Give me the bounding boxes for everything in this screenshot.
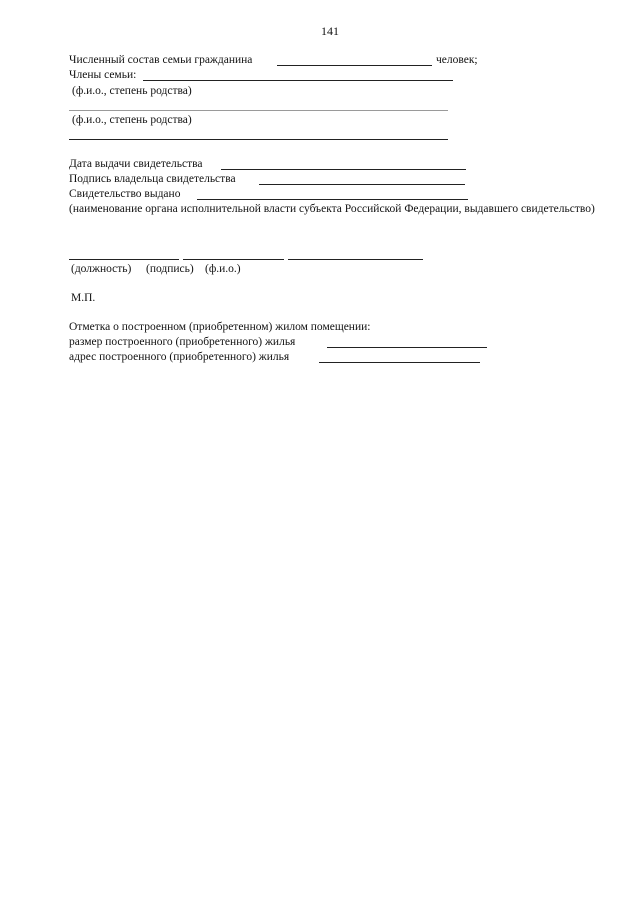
- name-hint: (ф.и.о.): [205, 263, 241, 275]
- owner-signature-field: [259, 184, 465, 185]
- housing-mark-label: Отметка о построенном (приобретенном) жилом помещении:: [69, 321, 371, 333]
- family-member-line-3: [69, 139, 448, 140]
- page-number: 141: [321, 24, 339, 38]
- position-field: [69, 259, 179, 260]
- seal-mark: М.П.: [71, 292, 96, 304]
- sign-field: [183, 259, 284, 260]
- issued-by-field: [197, 199, 468, 200]
- housing-address-label: адрес построенного (приобретенного) жилья: [69, 351, 290, 363]
- issued-by-label: Свидетельство выдано: [69, 188, 181, 200]
- position-hint: (должность): [71, 263, 132, 275]
- issue-date-field: [221, 169, 466, 170]
- family-member-hint-1: (ф.и.о., степень родства): [72, 85, 192, 97]
- sign-hint: (подпись): [146, 263, 194, 275]
- family-member-line-2: [69, 110, 448, 111]
- issue-date-label: Дата выдачи свидетельства: [69, 158, 203, 170]
- name-field: [288, 259, 423, 260]
- family-members-label: Члены семьи:: [69, 69, 137, 81]
- issued-by-hint: (наименование органа исполнительной власти субъекта Российской Федерации, выдавшего свидетельство): [69, 203, 595, 215]
- housing-size-field: [327, 347, 487, 348]
- housing-address-field: [319, 362, 480, 363]
- family-members-field: [143, 80, 453, 81]
- family-count-field: [277, 65, 432, 66]
- housing-size-label: размер построенного (приобретенного) жилья: [69, 336, 296, 348]
- family-member-hint-2: (ф.и.о., степень родства): [72, 114, 192, 126]
- owner-signature-label: Подпись владельца свидетельства: [69, 173, 236, 185]
- family-count-unit: человек;: [436, 54, 478, 66]
- family-count-label: Численный состав семьи гражданина: [69, 54, 253, 66]
